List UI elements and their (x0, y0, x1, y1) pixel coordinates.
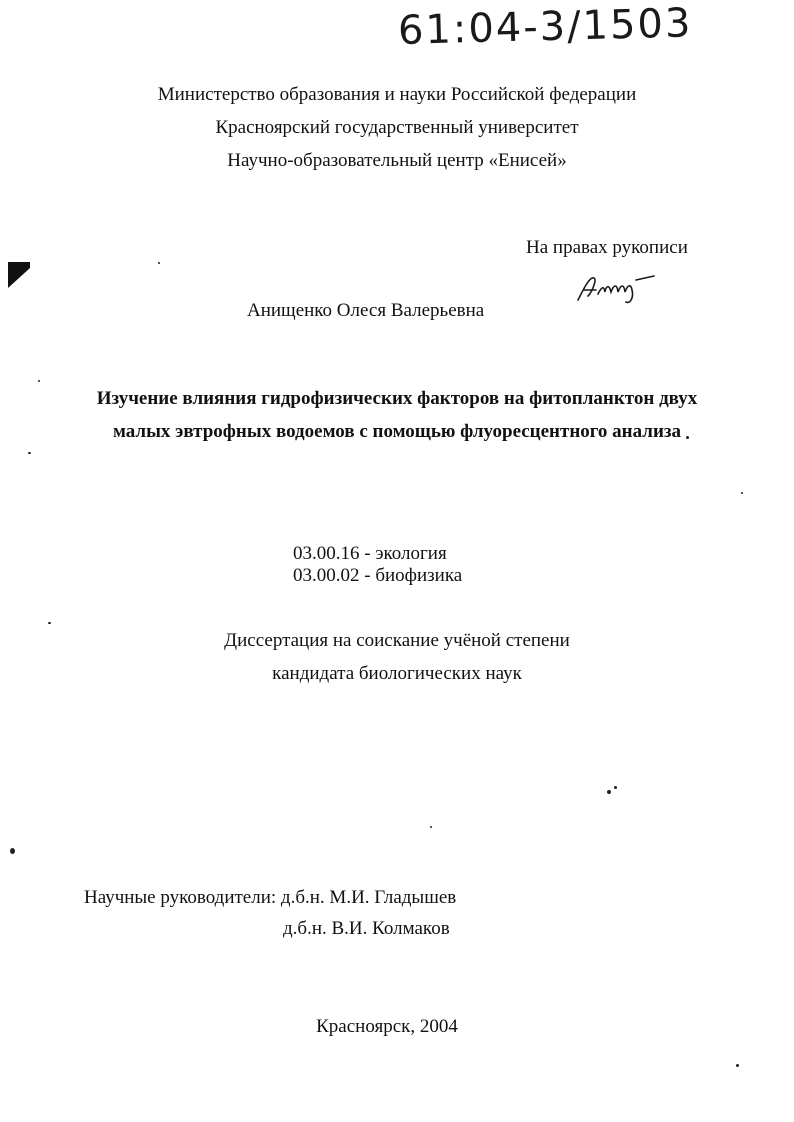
scan-speck (736, 1064, 739, 1067)
title-line-2: малых эвтрофных водоемов с помощью флуоресцентного анализа (112, 421, 682, 442)
title-line-1: Изучение влияния гидрофизических факторов на фитопланктон двух (96, 388, 698, 409)
scan-speck (158, 262, 160, 264)
scan-speck (10, 848, 15, 854)
scan-mark-left (0, 262, 40, 302)
scan-speck (48, 622, 51, 624)
scan-speck (28, 452, 31, 454)
author-name: Анищенко Олеся Валерьевна (247, 300, 485, 321)
ministry-line: Министерство образования и науки Российской федерации (157, 84, 637, 105)
rights-reserved: На правах рукописи (526, 237, 688, 258)
scan-speck (430, 826, 432, 828)
specialty-ecology: 03.00.16 - экология (293, 543, 447, 564)
supervisors-line-1: Научные руководители: д.б.н. М.И. Гладышев (84, 887, 457, 908)
signature (574, 268, 674, 308)
supervisors-line-2: д.б.н. В.И. Колмаков (283, 918, 450, 939)
specialty-biophysics: 03.00.02 - биофизика (293, 565, 463, 586)
scan-speck (686, 436, 689, 439)
place-year: Красноярск, 2004 (316, 1016, 458, 1037)
handwritten-archive-code: 61:04-3/1503 (397, 0, 693, 54)
university-line: Красноярский государственный университет (215, 117, 579, 138)
scan-speck (38, 380, 40, 382)
scan-speck (607, 790, 611, 794)
dissertation-line-1: Диссертация на соискание учёной степени (224, 630, 570, 651)
center-line: Научно-образовательный центр «Енисей» (227, 150, 567, 171)
dissertation-line-2: кандидата биологических наук (272, 663, 522, 684)
scan-speck (614, 786, 617, 789)
scan-speck (741, 492, 743, 494)
